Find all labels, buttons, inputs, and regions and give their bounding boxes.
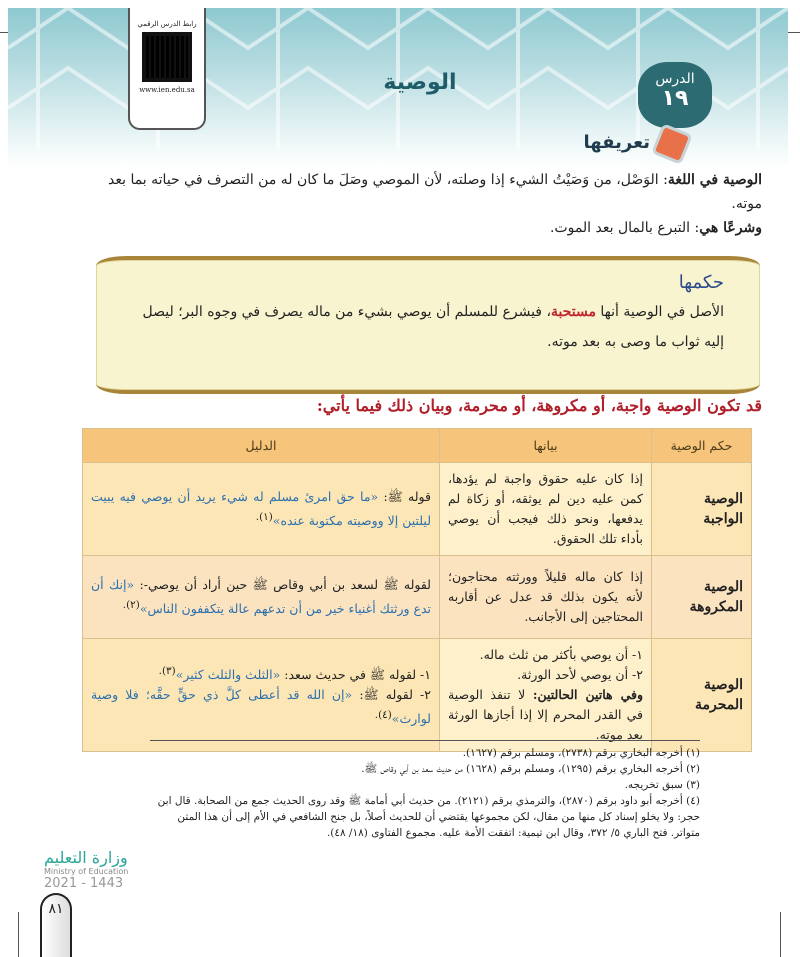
ruling-title: حكمها — [678, 272, 724, 293]
note — [448, 685, 643, 745]
term: الوصية في اللغة — [667, 172, 762, 188]
footnote-ref: (٣). — [158, 664, 176, 677]
ruling-box — [96, 256, 760, 394]
ruling-text — [132, 297, 724, 357]
explanation-cell — [440, 639, 652, 752]
ruling-cell: الوصية الواجبة — [652, 463, 752, 556]
column-header: الدليل — [83, 429, 440, 463]
hadith-quote: «ما حق امرئ مسلم له شيء يريد أن يوصي فيه يبيت ليلتين إلا ووصيته مكتوبة عنده» — [91, 488, 431, 529]
text: ١- لقوله ﷺ في حديث سعد: — [280, 667, 431, 682]
list-item: ١- أن يوصي بأكثر من ثلث ماله. — [479, 647, 643, 662]
ruling-cell: الوصية المكروهة — [652, 556, 752, 639]
qr-code-box[interactable] — [128, 8, 206, 130]
lesson-number: ١٩ — [661, 85, 689, 111]
column-header: بيانها — [440, 429, 652, 463]
term: وشرعًا هي — [699, 220, 762, 236]
definition-text: : الوَصْل، من وَصَيْتُ الشيء إذا وصلته، لأن الموصي وصَلَ ما كان له من التصرف في حياته بما بعد موته. — [108, 172, 762, 212]
footnote-ref: (٢). — [122, 598, 140, 611]
hadith-quote: «إنك أن تدع ورثتك أغنياء خير من أن تدعهم عالة يتكففون الناس» — [91, 576, 431, 617]
list-item: ٢- أن يوصي لأحد الورثة. — [517, 667, 643, 682]
footnote: (٣) سبق تخريجه. — [624, 779, 700, 791]
lesson-label: الدرس — [655, 71, 695, 87]
footnote-ref: (٤). — [374, 709, 392, 721]
hadith-quote: «إن الله قد أعطى كلَّ ذي حقٍّ حقَّه؛ فلا وصية لوارث» — [91, 687, 431, 727]
table-header — [83, 429, 752, 463]
evidence-item — [91, 685, 431, 729]
definition-sharia — [78, 216, 762, 240]
evidence-cell — [83, 463, 440, 556]
table-row — [83, 463, 752, 556]
ministry-name-ar: وزارة التعليم — [44, 848, 128, 867]
text: الأصل في الوصية أنها — [595, 304, 724, 320]
table-row — [83, 639, 752, 752]
highlight: مستحبة — [550, 304, 596, 320]
page-number: ٨١ — [40, 893, 72, 957]
explanation-cell: إذا كان عليه حقوق واجبة لم يؤدها، كمن عليه دين لم يوثقه، أو زكاة لم يدفعها، ونحو ذلك فيجب أن يوصي بأداء تلك الحقوق. — [440, 463, 652, 556]
definition-text: : التبرع بالمال بعد الموت. — [549, 220, 700, 236]
footnote: (٤) أخرجه أبو داود برقم (٢٨٧٠)، والترمذي برقم (٢١٢١). من حديث أبي أمامة ﷺ وقد روى الحديث جمع من الصحابة. قال ابن حجر: ولا يخلو إسناد كل منها من مقال، لكن مجموعها يقتضي أن للحديث أصلاً، بل جنح الشافعي في الأم إلى أن هذا المتن متواتر. فتح الباري ٥/ ٣٧٢، وقال ابن تيمية: اتفقت الأمة عليه. مجموع الفتاوى (١٨/ ٤٨). — [157, 795, 700, 839]
octagon-icon — [651, 123, 693, 165]
ministry-logo — [44, 848, 128, 891]
footnotes — [150, 740, 700, 841]
page-title: الوصية — [383, 70, 457, 95]
footnote: (١) أخرجه البخاري برقم (٢٧٣٨)، ومسلم برقم (١٦٢٧). — [462, 747, 700, 759]
text: لا تنفذ الوصية في القدر المحرم إلا إذا أجازها الورثة بعد موته. — [448, 687, 643, 742]
section-title: تعريفها — [583, 132, 650, 153]
column-header: حكم الوصية — [652, 429, 752, 463]
definition-language — [78, 168, 762, 216]
section-heading — [580, 128, 690, 160]
definitions — [78, 168, 762, 240]
lesson-badge — [638, 62, 712, 128]
footnote: (٢) أخرجه البخاري برقم (١٢٩٥)، ومسلم برقم (١٦٢٨) من حديث سعد بن أبي وقاص ﷺ. — [361, 763, 700, 775]
evidence-cell — [83, 639, 440, 752]
hadith-quote: «الثلث والثلث كثير» — [175, 667, 281, 682]
crop-mark — [780, 912, 781, 957]
text: قوله ﷺ: — [378, 488, 431, 504]
ministry-name-en: Ministry of Education — [44, 867, 129, 876]
text: ، فيشرع للمسلم أن يوصي بشيء من ماله يصرف في وجوه البر؛ ليصل إليه ثواب ما وصى به بعد موته. — [142, 304, 724, 350]
explanation-cell: إذا كان ماله قليلاً وورثته محتاجون؛ لأنه يكون بذلك قد عدل عن أقاربه المحتاجين إلى الأجانب. — [440, 556, 652, 639]
evidence-cell — [83, 556, 440, 639]
rulings-table — [82, 428, 752, 752]
footnote-ref: (١). — [255, 510, 273, 523]
edition-year: 2021 - 1443 — [44, 876, 124, 891]
table-row — [83, 556, 752, 639]
subheading: قد تكون الوصية واجبة، أو مكروهة، أو محرمة، وبيان ذلك فيما يأتي: — [316, 396, 762, 415]
crop-mark — [18, 912, 19, 957]
ruling-cell: الوصية المحرمة — [652, 639, 752, 752]
text: لقوله ﷺ لسعد بن أبي وقاص ﷺ حين أراد أن يوصي-: — [134, 576, 431, 592]
qr-code-icon[interactable] — [142, 32, 192, 82]
qr-url: www.ien.edu.sa — [139, 86, 195, 94]
note-label: وفي هاتين الحالتين: — [532, 687, 643, 702]
qr-label: رابط الدرس الرقمي — [137, 20, 197, 28]
evidence-item — [91, 661, 431, 685]
text: ٢- لقوله ﷺ: — [352, 687, 431, 702]
